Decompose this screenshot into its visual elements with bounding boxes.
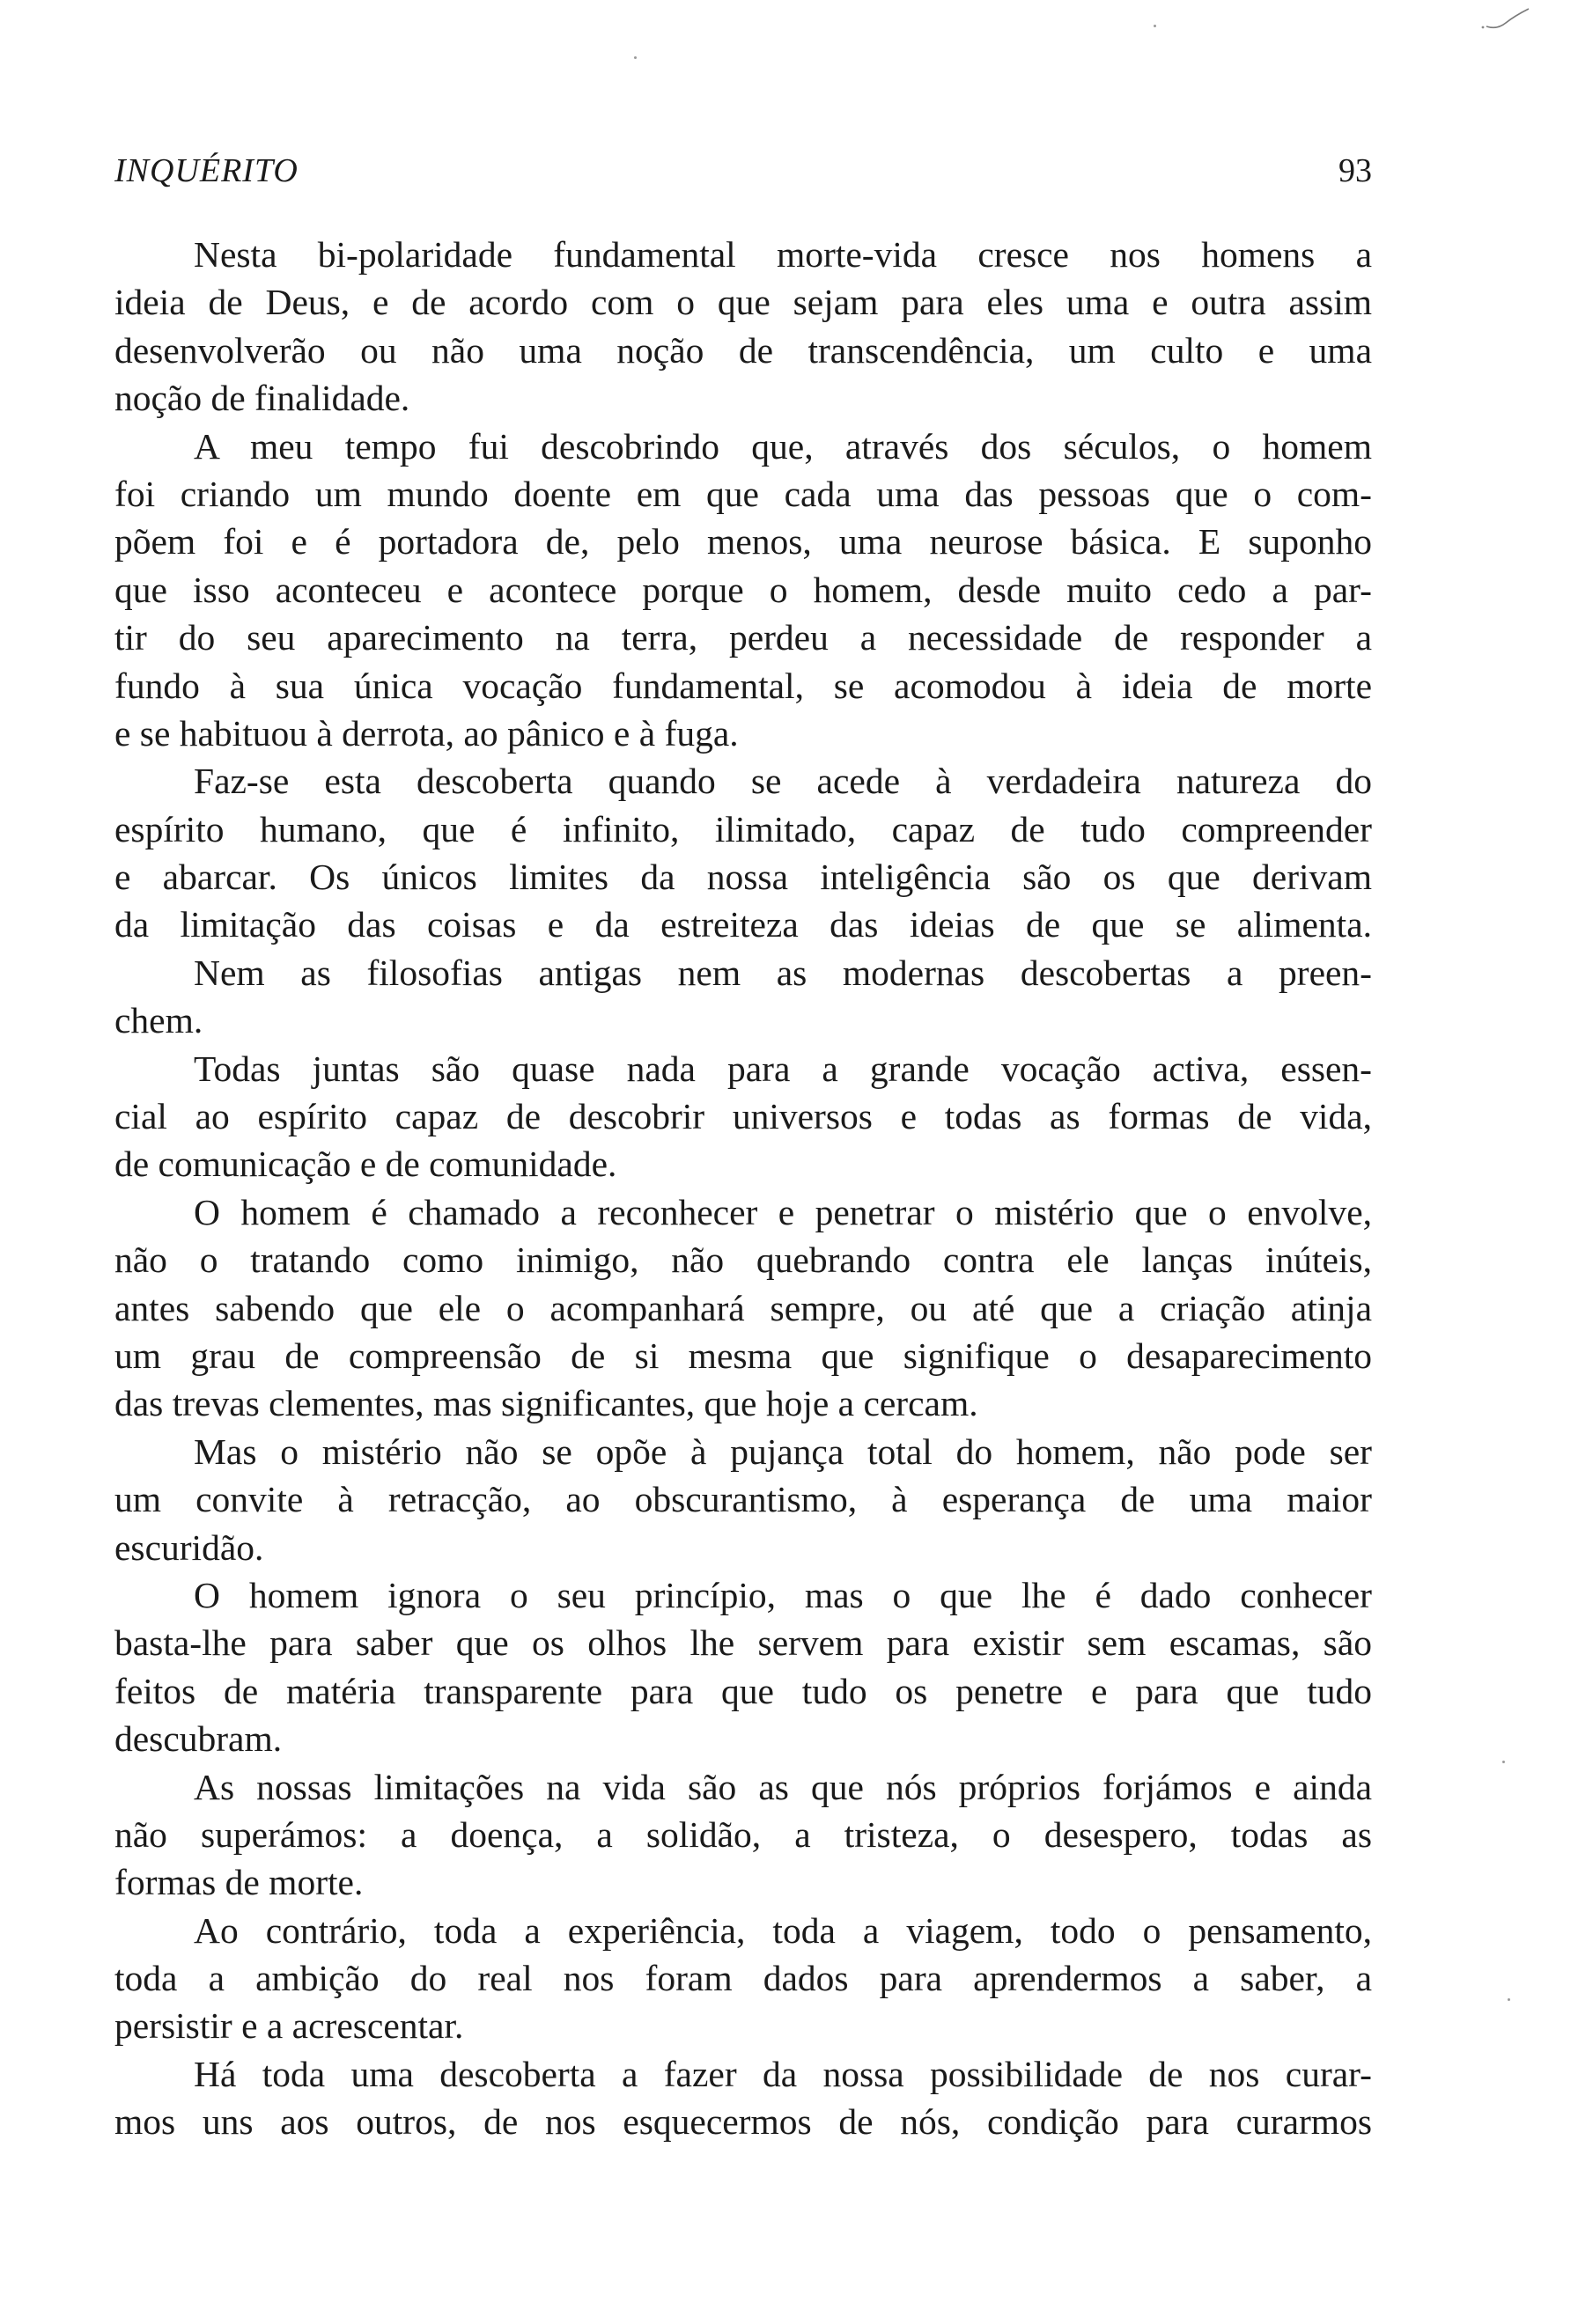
paragraph [114, 231, 1372, 423]
text-line: e se habituou à derrota, ao pânico e à fuga. [114, 712, 739, 754]
paragraph [114, 1045, 1372, 1188]
paper-speck [1154, 25, 1156, 27]
pencil-mark-icon [1479, 5, 1532, 32]
text-line: toda a ambição do real nos foram dados para aprendermos a saber, a [114, 1958, 1372, 1999]
text-line: foi criando um mundo doente em que cada uma das pessoas que o com- [114, 473, 1372, 514]
text-line: A meu tempo fui descobrindo que, através dos séculos, o homem [194, 425, 1372, 467]
text-line: basta-lhe para saber que os olhos lhe servem para existir sem escamas, são [114, 1622, 1372, 1664]
paragraph [114, 949, 1372, 1045]
text-line: Nesta bi-polaridade fundamental morte-vida cresce nos homens a [194, 234, 1372, 275]
text-line: escuridão. [114, 1526, 264, 1568]
text-line: Há toda uma descoberta a fazer da nossa possibilidade de nos curar- [194, 2053, 1372, 2094]
paragraph [114, 423, 1372, 758]
paragraph [114, 757, 1372, 949]
text-line: formas de morte. [114, 1862, 364, 1903]
paragraph [114, 2050, 1372, 2146]
text-line: chem. [114, 1000, 203, 1041]
text-line: um convite à retracção, ao obscurantismo, à esperança de uma maior [114, 1479, 1372, 1520]
text-line: O homem é chamado a reconhecer e penetrar o mistério que o envolve, [194, 1191, 1372, 1232]
text-line: cial ao espírito capaz de descobrir universos e todas as formas de vida, [114, 1096, 1372, 1137]
text-line: feitos de matéria transparente para que tudo os penetre e para que tudo [114, 1670, 1372, 1711]
text-line: mos uns aos outros, de nos esquecermos de nós, condição para curarmos [114, 2101, 1372, 2143]
paragraph [114, 1571, 1372, 1763]
text-line: que isso aconteceu e acontece porque o homem, desde muito cedo a par- [114, 569, 1372, 610]
text-line: persistir e a acrescentar. [114, 2005, 464, 2047]
page-number: 93 [1338, 152, 1372, 189]
running-title: INQUÉRITO [114, 152, 299, 189]
text-line: de comunicação e de comunidade. [114, 1144, 617, 1185]
text-line: um grau de compreensão de si mesma que signifique o desaparecimento [114, 1335, 1372, 1376]
text-line: Ao contrário, toda a experiência, toda a viagem, todo o pensamento, [194, 1909, 1372, 1951]
text-line: Mas o mistério não se opõe à pujança total do homem, não pode ser [194, 1430, 1372, 1472]
paragraph [114, 1428, 1372, 1571]
text-line: e abarcar. Os únicos limites da nossa inteligência são os que derivam [114, 857, 1372, 898]
text-line: tir do seu aparecimento na terra, perdeu a necessidade de responder a [114, 617, 1372, 658]
text-line: espírito humano, que é infinito, ilimitado, capaz de tudo compreender [114, 808, 1372, 849]
text-line: fundo à sua única vocação fundamental, se acomodou à ideia de morte [114, 665, 1372, 706]
text-line: põem foi e é portadora de, pelo menos, uma neurose básica. E suponho [114, 521, 1372, 563]
paper-speck [1502, 1761, 1505, 1763]
running-header [114, 151, 1372, 204]
text-line: desenvolverão ou não uma noção de transcendência, um culto e uma [114, 329, 1372, 371]
text-line: O homem ignora o seu princípio, mas o que lhe é dado conhecer [194, 1574, 1372, 1615]
body-text [114, 231, 1372, 2146]
text-line: não superámos: a doença, a solidão, a tristeza, o desespero, todas as [114, 1813, 1372, 1855]
text-line: noção de finalidade. [114, 378, 410, 419]
paper-speck [634, 56, 637, 59]
text-line: ideia de Deus, e de acordo com o que sejam para eles uma e outra assim [114, 282, 1372, 323]
text-line: Todas juntas são quase nada para a grande vocação activa, essen- [194, 1048, 1372, 1089]
text-line: Faz-se esta descoberta quando se acede à verdadeira natureza do [194, 761, 1372, 802]
paragraph [114, 1763, 1372, 1907]
text-line: antes sabendo que ele o acompanhará sempre, ou até que a criação atinja [114, 1287, 1372, 1328]
paper-speck [1508, 1998, 1510, 2001]
text-line: não o tratando como inimigo, não quebrando contra ele lanças inúteis, [114, 1239, 1372, 1281]
text-line: da limitação das coisas e da estreiteza das ideias de que se alimenta. [114, 904, 1372, 945]
text-line: Nem as filosofias antigas nem as modernas descobertas a preen- [194, 952, 1372, 993]
text-line: descubram. [114, 1718, 283, 1760]
text-line: As nossas limitações na vida são as que nós próprios forjámos e ainda [194, 1766, 1372, 1807]
paragraph [114, 1188, 1372, 1428]
paragraph [114, 1907, 1372, 2050]
text-line: das trevas clementes, mas significantes, que hoje a cercam. [114, 1383, 978, 1424]
